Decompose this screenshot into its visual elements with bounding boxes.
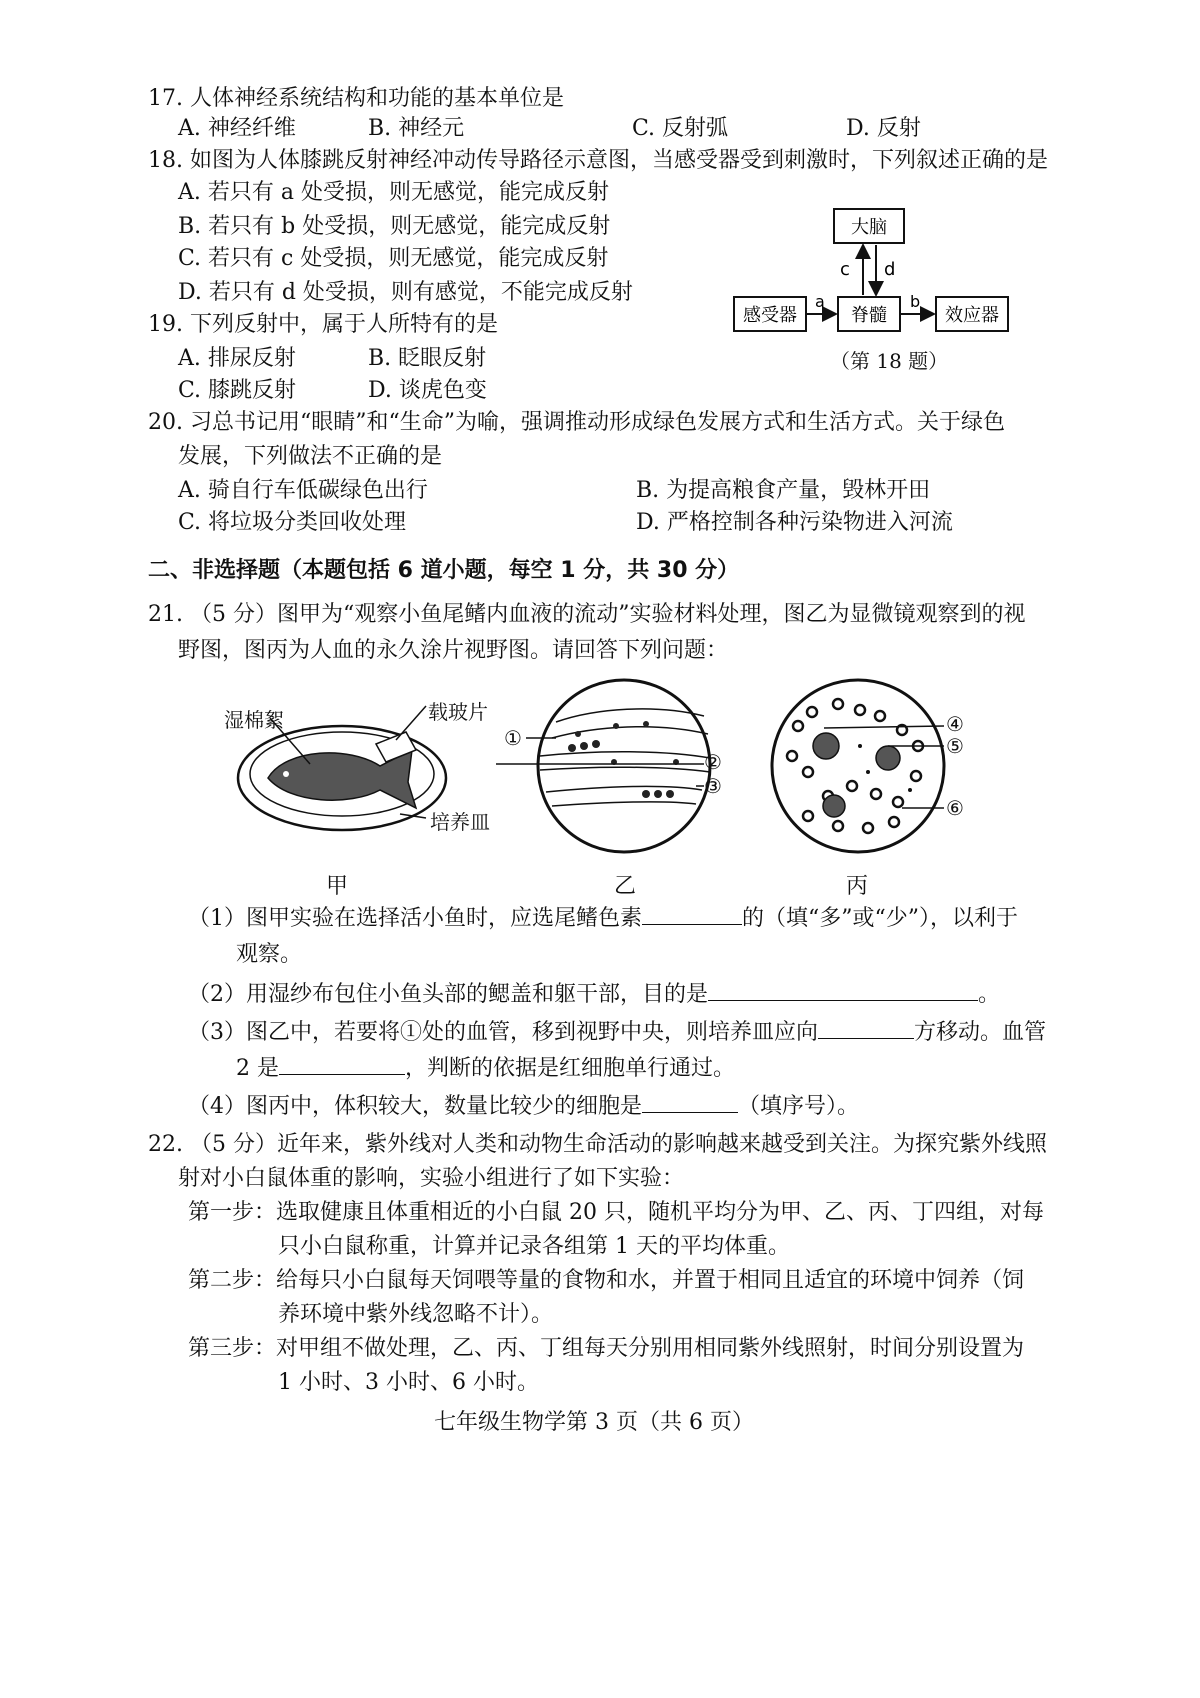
fish-eye [283, 771, 289, 777]
label-b: b [910, 292, 921, 311]
q22-step2-line1: 第二步：给每只小白鼠每天饲喂等量的食物和水，并置于相同且适宜的环境中饲养（饲 [188, 1268, 1025, 1293]
q22-step1-line2: 只小白鼠称重，计算并记录各组第 1 天的平均体重。 [278, 1234, 790, 1259]
q21-p1-text-c: 观察。 [236, 942, 303, 967]
q17-stem: 17. 人体神经系统结构和功能的基本单位是 [148, 86, 564, 111]
q21-p3-text-b: 方移动。血管 [914, 1020, 1047, 1045]
q17-option-c: C. 反射弧 [632, 116, 729, 141]
caption-bing: 丙 [846, 874, 869, 899]
marker-5: ⑤ [946, 734, 964, 758]
q21-p2-text-a: （2）用湿纱布包住小鱼头部的鳃盖和躯干部，目的是 [188, 982, 708, 1007]
q21-part4 [188, 1092, 859, 1122]
q22-step1-line1: 第一步：选取健康且体重相近的小白鼠 20 只，随机平均分为甲、乙、丙、丁四组，对每 [188, 1200, 1044, 1225]
q18-stem: 18. 如图为人体膝跳反射神经冲动传导路径示意图，当感受器受到刺激时，下列叙述正确的是 [148, 148, 1048, 173]
q19-option-c: C. 膝跳反射 [178, 378, 297, 403]
q17-option-a: A. 神经纤维 [178, 116, 296, 141]
marker-6: ⑥ [946, 796, 964, 820]
label-d: d [884, 259, 896, 280]
q20-option-b: B. 为提高粮食产量，毁林开田 [636, 478, 931, 503]
marker-2: ② [704, 750, 722, 774]
q20-option-c: C. 将垃圾分类回收处理 [178, 510, 407, 535]
q21-stem-line1: 21. （5 分）图甲为“观察小鱼尾鳍内血液的流动”实验材料处理，图乙为显微镜观察到的视 [148, 602, 1026, 627]
q22-step3-line2: 1 小时、3 小时、6 小时。 [278, 1370, 539, 1395]
q21-p4-blank[interactable] [642, 1092, 738, 1113]
dish-pointer [400, 814, 426, 818]
label-a: a [815, 292, 825, 311]
marker-3: ③ [704, 774, 722, 798]
q21-p4-text-b: （填序号）。 [738, 1094, 860, 1119]
q18-option-b: B. 若只有 b 处受损，则无感觉，能完成反射 [178, 214, 611, 239]
q18-option-c: C. 若只有 c 处受损，则无感觉，能完成反射 [178, 246, 609, 271]
q21-stem-line2: 野图，图丙为人血的永久涂片视野图。请回答下列问题： [178, 638, 729, 663]
label-wet-cotton: 湿棉絮 [224, 708, 284, 732]
q21-p1-blank[interactable] [642, 904, 742, 925]
q17-option-b: B. 神经元 [368, 116, 465, 141]
view-circle-yi [538, 680, 710, 852]
q20-stem-line2: 发展，下列做法不正确的是 [178, 444, 443, 469]
q21-part1 [188, 904, 1018, 934]
q18-caption: （第 18 题） [830, 349, 949, 373]
q20-option-d: D. 严格控制各种污染物进入河流 [636, 510, 953, 535]
vessel-3 [546, 786, 702, 806]
caption-jia: 甲 [326, 874, 349, 899]
vessel-2 [540, 752, 710, 772]
effector-label: 效应器 [945, 305, 999, 326]
q21-p1-text-a: （1）图甲实验在选择活小鱼时，应选尾鳍色素 [188, 906, 642, 931]
receptor-label: 感受器 [743, 305, 797, 326]
q22-stem-line1: 22. （5 分）近年来，紫外线对人类和动物生命活动的影响越来越受到关注。为探究紫外线照 [148, 1132, 1047, 1157]
q21-p3-text-d: ，判断的依据是红细胞单行通过。 [405, 1056, 736, 1081]
brain-label: 大脑 [851, 217, 887, 238]
q21-part3 [188, 1018, 1046, 1048]
marker-4: ④ [946, 712, 964, 736]
q19-option-d: D. 谈虎色变 [368, 378, 487, 403]
q22-stem-line2: 射对小白鼠体重的影响，实验小组进行了如下实验： [178, 1166, 685, 1191]
marker-1: ① [504, 726, 522, 750]
label-slide: 载玻片 [428, 700, 488, 724]
white-blood-cells [813, 733, 900, 817]
figure-bing-blood-smear [768, 676, 978, 856]
caption-yi: 乙 [614, 874, 637, 899]
q21-p1-text-b: 的（填“多”或“少”），以利于 [742, 906, 1018, 931]
q21-p2-text-b: 。 [978, 982, 1001, 1007]
reflex-arc-diagram [730, 205, 1030, 345]
q20-stem-line1: 20. 习总书记用“眼睛”和“生命”为喻，强调推动形成绿色发展方式和生活方式。关于绿色 [148, 410, 1005, 435]
pointer-4 [824, 726, 944, 728]
q21-p3-blank-2[interactable] [279, 1054, 405, 1075]
q21-p2-blank[interactable] [708, 980, 978, 1001]
q18-option-d: D. 若只有 d 处受损，则有感觉，不能完成反射 [178, 280, 633, 305]
q19-option-b: B. 眨眼反射 [368, 346, 487, 371]
q17-option-d: D. 反射 [846, 116, 921, 141]
q21-part2 [188, 980, 1000, 1010]
label-dish: 培养皿 [430, 810, 490, 834]
q20-option-a: A. 骑自行车低碳绿色出行 [178, 478, 428, 503]
q21-p3-text-a: （3）图乙中，若要将①处的血管，移到视野中央，则培养皿应向 [188, 1020, 818, 1045]
slide-pointer [396, 706, 426, 740]
q21-p4-text-a: （4）图丙中，体积较大，数量比较少的细胞是 [188, 1094, 642, 1119]
q22-step2-line2: 养环境中紫外线忽略不计）。 [278, 1302, 554, 1327]
q21-p3-text-c: 2 是 [236, 1056, 279, 1081]
q18-option-a: A. 若只有 a 处受损，则无感觉，能完成反射 [178, 180, 609, 205]
q21-part3-line2 [236, 1054, 735, 1084]
section2-heading: 二、非选择题（本题包括 6 道小题，每空 1 分，共 30 分） [148, 558, 740, 583]
label-c: c [840, 259, 850, 280]
q21-p3-blank-1[interactable] [818, 1018, 914, 1039]
page-footer: 七年级生物学第 3 页（共 6 页） [434, 1410, 754, 1435]
red-blood-cells [787, 699, 923, 833]
q19-stem: 19. 下列反射中，属于人所特有的是 [148, 312, 498, 337]
q19-option-a: A. 排尿反射 [178, 346, 296, 371]
q22-step3-line1: 第三步：对甲组不做处理，乙、丙、丁组每天分别用相同紫外线照射，时间分别设置为 [188, 1336, 1025, 1361]
spinal-cord-label: 脊髓 [851, 305, 887, 326]
